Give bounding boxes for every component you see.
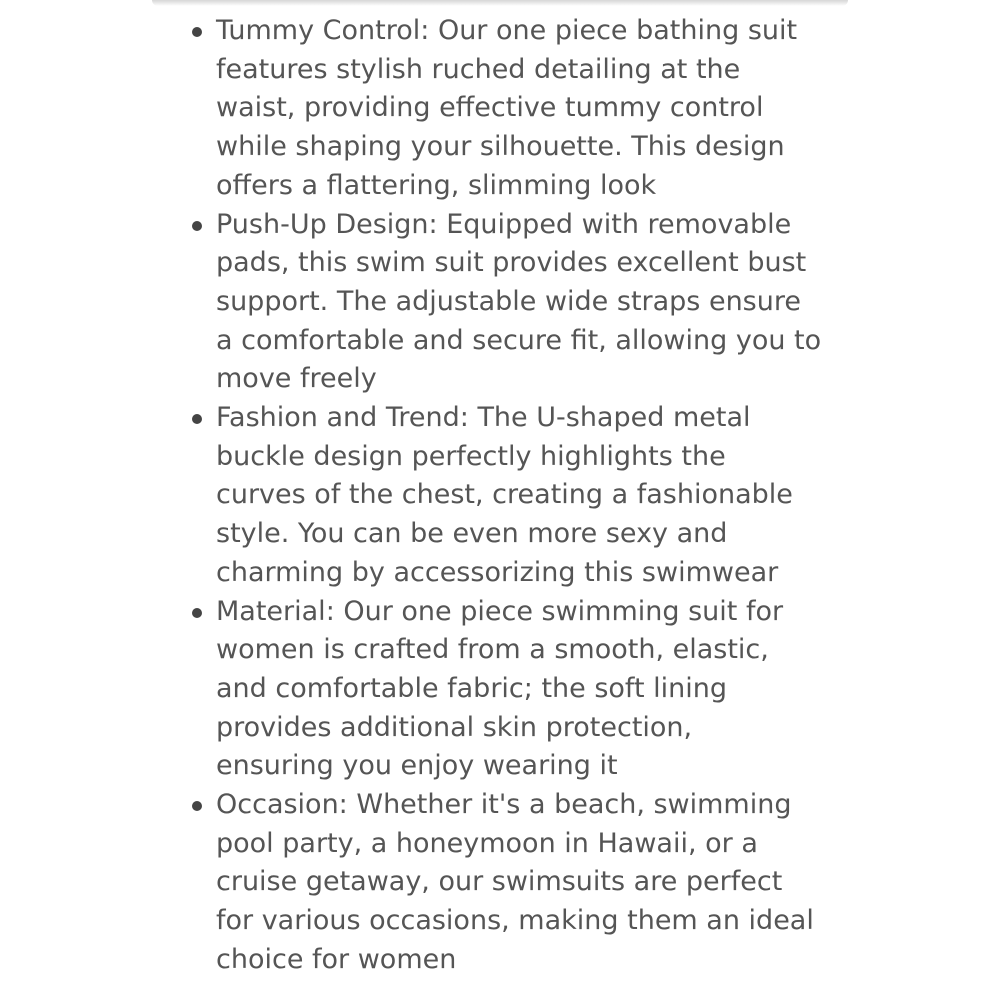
feature-line: curves of the chest, creating a fashionable [216, 479, 793, 511]
bullet-icon [192, 608, 202, 618]
feature-line: features stylish ruched detailing at the [216, 53, 741, 85]
feature-line: Material: Our one piece swimming suit for [216, 595, 784, 627]
feature-line: and comfortable fabric; the soft lining [216, 672, 727, 704]
feature-line: Occasion: Whether it's a beach, swimming [216, 789, 792, 821]
feature-text [216, 786, 828, 980]
feature-text [216, 206, 828, 400]
feature-line: while shaping your silhouette. This design [216, 131, 785, 163]
bullet-icon [192, 801, 202, 811]
feature-line: for various occasions, making them an ideal [216, 905, 814, 937]
feature-line: ensuring you enjoy wearing it [216, 750, 618, 782]
feature-text [216, 593, 828, 787]
feature-line: waist, providing effective tummy control [216, 92, 764, 124]
feature-line: women is crafted from a smooth, elastic, [216, 634, 769, 666]
feature-line: cruise getaway, our swimsuits are perfect [216, 866, 783, 898]
feature-text [216, 399, 828, 593]
feature-line: pool party, a honeymoon in Hawaii, or a [216, 827, 758, 859]
feature-item-material [188, 593, 828, 787]
feature-line: a comfortable and secure fit, allowing you to [216, 324, 822, 356]
bullet-icon [192, 27, 202, 37]
feature-list [188, 12, 828, 980]
feature-line: pads, this swim suit provides excellent bust [216, 247, 807, 279]
feature-line: style. You can be even more sexy and [216, 518, 728, 550]
card-top-shadow [152, 0, 848, 6]
bullet-icon [192, 414, 202, 424]
feature-item-tummy-control [188, 12, 828, 206]
feature-line: move freely [216, 363, 377, 395]
feature-line: offers a flattering, slimming look [216, 169, 657, 201]
feature-item-fashion-and-trend [188, 399, 828, 593]
feature-line: choice for women [216, 943, 457, 975]
feature-line: charming by accessorizing this swimwear [216, 556, 779, 588]
feature-line: Tummy Control: Our one piece bathing suit [216, 15, 798, 46]
feature-line: Push-Up Design: Equipped with removable [216, 208, 792, 240]
bullet-icon [192, 221, 202, 231]
feature-line: Fashion and Trend: The U-shaped metal [216, 402, 751, 434]
feature-line: provides additional skin protection, [216, 711, 693, 743]
feature-line: buckle design perfectly highlights the [216, 440, 726, 472]
feature-text [216, 12, 828, 206]
feature-line: support. The adjustable wide straps ensure [216, 285, 801, 317]
feature-item-push-up-design [188, 206, 828, 400]
feature-item-occasion [188, 786, 828, 980]
